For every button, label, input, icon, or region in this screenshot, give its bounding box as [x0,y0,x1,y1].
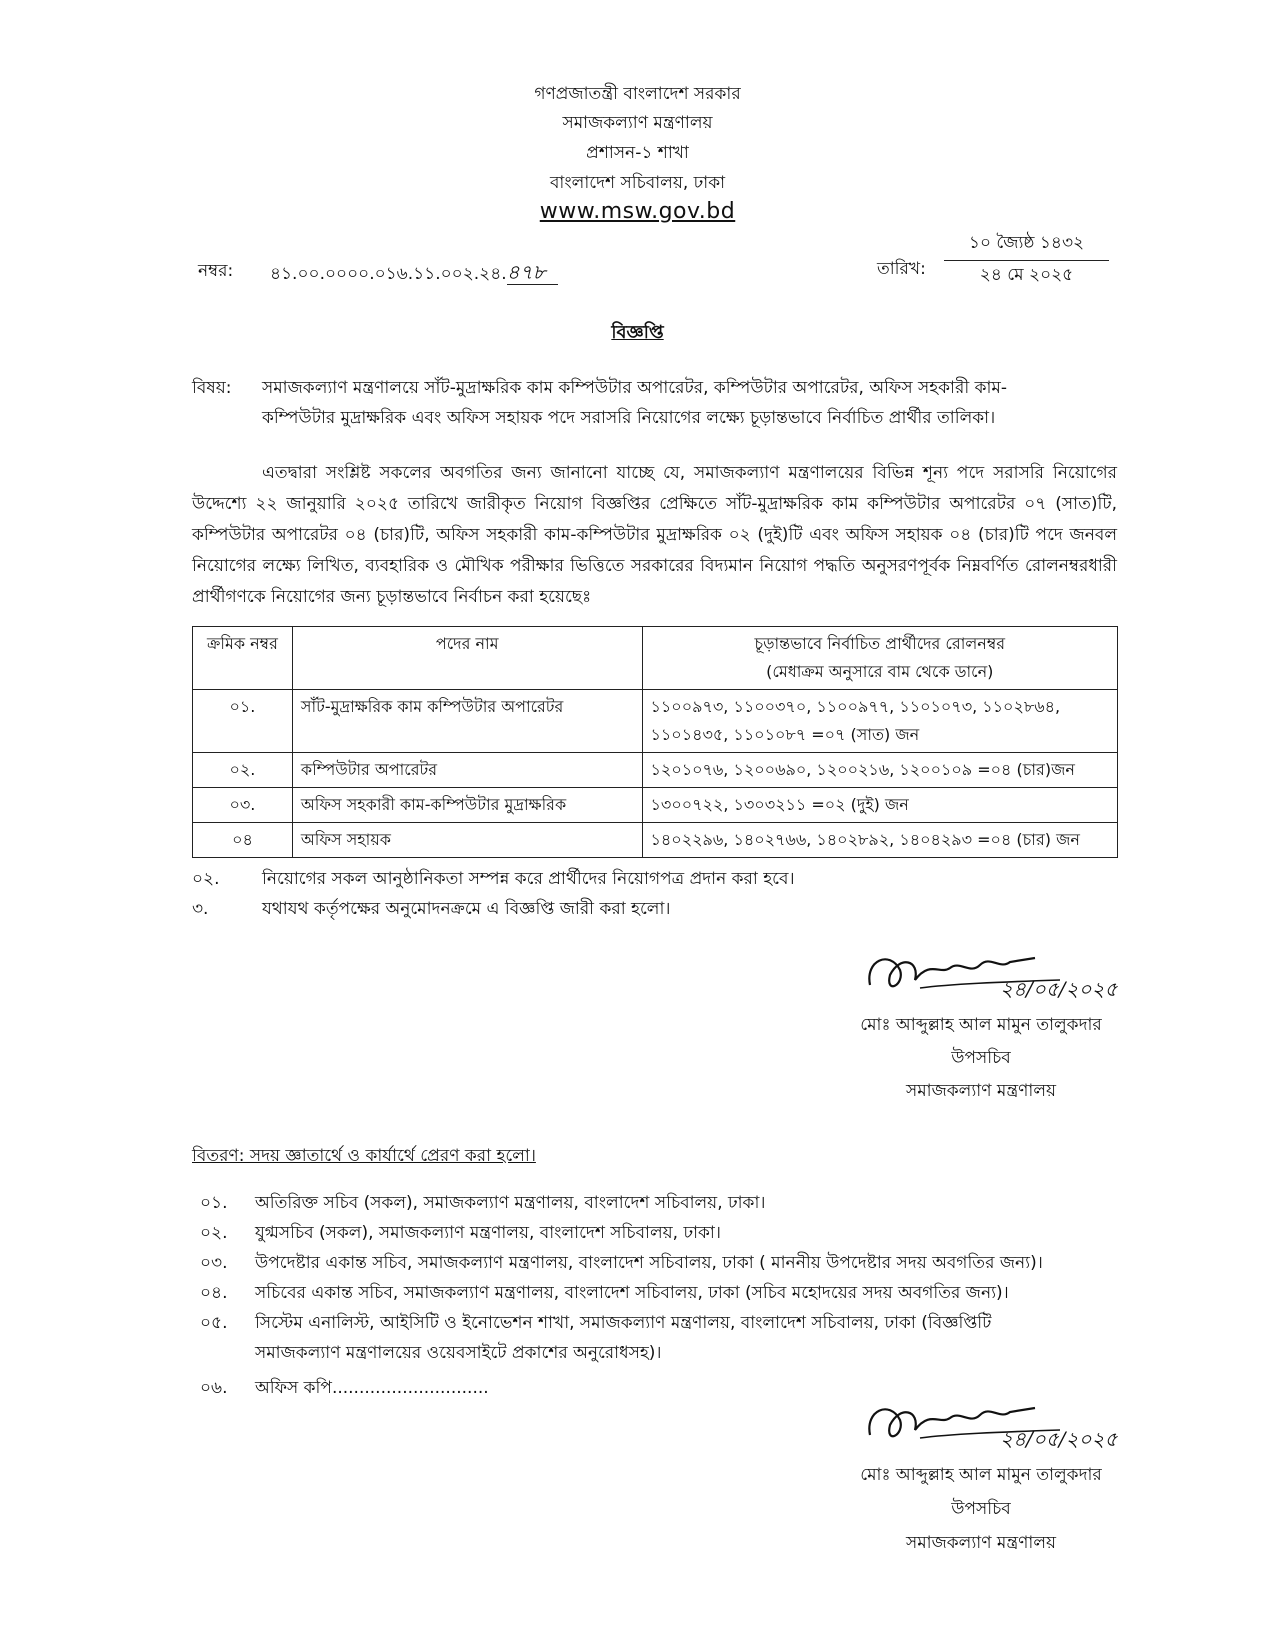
header-serial: ক্রমিক নম্বর [193,627,293,690]
distribution-item: উপদেষ্টার একান্ত সচিব, সমাজকল্যাণ মন্ত্রণালয়, বাংলাদেশ সচিবালয়, ঢাকা ( মাননীয় উপদেষ্টার সদয় অবগতির জন্য)। [255,1253,1043,1273]
signature-1-date: ২৪/০৫/২০২৫ [1000,977,1118,1001]
distribution-number: ০২. [200,1223,228,1243]
table-row [193,823,1118,858]
point-text: যথাযথ কর্তৃপক্ষের অনুমোদনক্রমে এ বিজ্ঞপ্তি জারী করা হলো। [262,899,671,919]
selected-candidates-table [192,626,1118,858]
body-paragraph: এতদ্বারা সংশ্লিষ্ট সকলের অবগতির জন্য জানানো যাচ্ছে যে, সমাজকল্যাণ মন্ত্রণালয়ের বিভিন্ন শূন্য পদে সরাসরি নিয়োগের উদ্দেশ্যে ২২ জানুয়ারি ২০২৫ তারিখে জারীকৃত নিয়োগ বিজ্ঞপ্তির প্রেক্ষিতে সাঁট-মুদ্রাক্ষরিক কাম কম্পিউটার অপারেটর ০৭ (সাত)টি, কম্পিউটার অপারেটর ০৪ (চার)টি, অফিস সহকারী কাম-কম্পিউটার মুদ্রাক্ষরিক ০২ (দুই)টি এবং অফিস সহায়ক ০৪ (চার)টি পদে জনবল নিয়োগের লক্ষ্যে লিখিত, ব্যবহারিক ও মৌখিক পরীক্ষার ভিত্তিতে সরকারের বিদ্যমান নিয়োগ পদ্ধতি অনুসরণপূর্বক নিম্নবর্ণিত রোলনম্বরধারী প্রার্থীগণকে নিয়োগের জন্য চূড়ান্তভাবে নির্বাচন করা হয়েছেঃ [192,463,1117,607]
table-row [193,753,1118,788]
row-rolls: ১২০১০৭৬, ১২০০৬৯০, ১২০০২১৬, ১২০০১০৯ =০৪ (চার)জন [642,753,1117,788]
subject-line-1: সমাজকল্যাণ মন্ত্রণালয়ে সাঁট-মুদ্রাক্ষরিক কাম কম্পিউটার অপারেটর, কম্পিউটার অপারেটর, অফিস সহকারী কাম- [262,378,1007,398]
distribution-item-continuation: সমাজকল্যাণ মন্ত্রণালয়ের ওয়েবসাইটে প্রকাশের অনুরোধসহ)। [255,1343,662,1363]
signatory-1-name: মোঃ আব্দুল্লাহ আল মামুন তালুকদার [860,1015,1102,1035]
branch-name: প্রশাসন-১ শাখা [586,143,689,163]
row-rolls: ১৩০০৭২২, ১৩০৩২১১ =০২ (দুই) জন [642,788,1117,823]
date-bangla: ১০ জ্যৈষ্ঠ ১৪৩২ [944,230,1109,261]
signatory-2-office: সমাজকল্যাণ মন্ত্রণালয় [905,1533,1057,1553]
memo-number [270,258,558,291]
distribution-item: সিস্টেম এনালিস্ট, আইসিটি ও ইনোভেশন শাখা, সমাজকল্যাণ মন্ত্রণালয়, বাংলাদেশ সচিবালয়, ঢাকা (বিজ্ঞপ্তিটি [255,1313,992,1333]
signature-2-date: ২৪/০৫/২০২৫ [1000,1427,1118,1451]
notice-title: বিজ্ঞপ্তি [611,322,664,343]
row-serial: ০১. [193,690,293,753]
table-row [193,788,1118,823]
subject-label: বিষয়: [192,378,232,398]
website-link[interactable]: www.msw.gov.bd [539,199,736,224]
ministry-name: সমাজকল্যাণ মন্ত্রণালয় [562,113,713,133]
signatory-1-designation: উপসচিব [951,1048,1011,1068]
memo-number-label: নম্বর: [198,261,234,281]
signatory-1-office: সমাজকল্যাণ মন্ত্রণালয় [905,1081,1057,1101]
distribution-number: ০৪. [200,1283,228,1303]
row-post: অফিস সহায়ক [292,823,642,858]
table-header-row [193,627,1118,690]
point-number: ৩. [192,899,209,919]
distribution-number: ০১. [200,1193,228,1213]
header-post: পদের নাম [292,627,642,690]
row-rolls: ১১০০৯৭৩, ১১০০৩৭০, ১১০০৯৭৭, ১১০১০৭৩, ১১০২৮৬৪, ১১০১৪৩৫, ১১০১০৮৭ =০৭ (সাত) জন [642,690,1117,753]
date-english: ২৪ মে ২০২৫ [979,265,1074,285]
memo-number-value: ৪১.০০.০০০০.০১৬.১১.০০২.২৪. [270,264,507,284]
distribution-number: ০৫. [200,1313,228,1333]
header-rolls [642,627,1117,690]
distribution-number: ০৬. [200,1378,228,1398]
office-address: বাংলাদেশ সচিবালয়, ঢাকা [549,173,726,193]
table-row [193,690,1118,753]
row-serial: ০৩. [193,788,293,823]
point-text: নিয়োগের সকল আনুষ্ঠানিকতা সম্পন্ন করে প্রার্থীদের নিয়োগপত্র প্রদান করা হবে। [262,869,795,889]
distribution-number: ০৩. [200,1253,228,1273]
date-label: তারিখ: [877,259,926,279]
govt-name: গণপ্রজাতন্ত্রী বাংলাদেশ সরকার [534,84,741,104]
row-rolls: ১৪০২২৯৬, ১৪০২৭৬৬, ১৪০২৮৯২, ১৪০৪২৯৩ =০৪ (চার) জন [642,823,1117,858]
row-post: অফিস সহকারী কাম-কম্পিউটার মুদ্রাক্ষরিক [292,788,642,823]
memo-number-handwritten: ৪৭৮ [507,260,558,285]
distribution-item: অফিস কপি............................. [255,1378,489,1398]
header-rolls-line1: চূড়ান্তভাবে নির্বাচিত প্রার্থীদের রোলনম্বর [754,634,1006,653]
row-post: কম্পিউটার অপারেটর [292,753,642,788]
point-number: ০২. [192,869,220,889]
row-post: সাঁট-মুদ্রাক্ষরিক কাম কম্পিউটার অপারেটর [292,690,642,753]
distribution-item: অতিরিক্ত সচিব (সকল), সমাজকল্যাণ মন্ত্রণালয়, বাংলাদেশ সচিবালয়, ঢাকা। [255,1193,766,1213]
distribution-item: সচিবের একান্ত সচিব, সমাজকল্যাণ মন্ত্রণালয়, বাংলাদেশ সচিবালয়, ঢাকা (সচিব মহোদয়ের সদয় অবগতির জন্য)। [255,1283,1009,1303]
distribution-item: যুগ্মসচিব (সকল), সমাজকল্যাণ মন্ত্রণালয়, বাংলাদেশ সচিবালয়, ঢাকা। [255,1223,721,1243]
signatory-2-designation: উপসচিব [951,1499,1011,1519]
signatory-2-name: মোঃ আব্দুল্লাহ আল মামুন তালুকদার [860,1465,1102,1485]
header-rolls-line2: (মেধাক্রম অনুসারে বাম থেকে ডানে) [766,662,994,681]
subject-line-2: কম্পিউটার মুদ্রাক্ষরিক এবং অফিস সহায়ক পদে সরাসরি নিয়োগের লক্ষ্যে চূড়ান্তভাবে নির্বাচিত প্রার্থীর তালিকা। [262,408,996,428]
row-serial: ০২. [193,753,293,788]
row-serial: ০৪ [193,823,293,858]
distribution-heading: বিতরণ: সদয় জ্ঞাতার্থে ও কার্যার্থে প্রেরণ করা হলো। [192,1146,536,1166]
